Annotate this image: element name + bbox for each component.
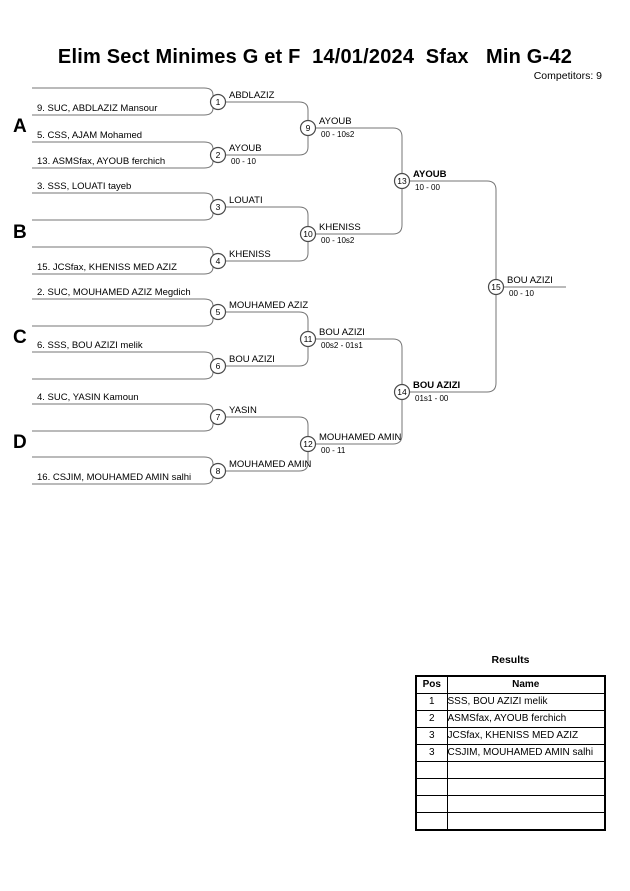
winner-name: MOUHAMED AZIZ [229,300,309,311]
winner-name: LOUATI [229,195,263,206]
slot-name: 6. SSS, BOU AZIZI melik [37,340,143,351]
result-row [416,694,605,711]
slot-name: 16. CSJIM, MOUHAMED AMIN salhi [37,472,192,483]
slot-name: 4. SUC, YASIN Kamoun [37,392,139,403]
match-number: 5 [215,307,221,317]
match-score: 00 - 11 [321,446,346,455]
col-header-name: Name [447,676,605,694]
winner-name: KHENISS [229,249,271,260]
slot-name: 9. SUC, ABDLAZIZ Mansour [37,103,158,114]
pos-cell [416,762,447,779]
slot-name: 2. SUC, MOUHAMED AZIZ Megdich [37,287,191,298]
winner-name: BOU AZIZI [413,380,461,391]
result-row [416,762,605,779]
match-number: 11 [303,334,313,344]
result-row [416,745,605,762]
match-number: 14 [397,387,407,397]
match-number: 10 [303,229,313,239]
pos-cell [416,779,447,796]
results-header-row [416,676,605,694]
section-label-b: B [13,222,27,243]
match-number: 1 [215,97,221,107]
match-number: 15 [491,282,501,292]
match-number: 12 [303,439,313,449]
competitors-count: Competitors: 9 [533,70,602,82]
results-table [415,675,606,831]
pos-cell: 3 [416,745,447,762]
winner-name: YASIN [229,405,257,416]
winner-name: AYOUB [413,169,447,180]
winner-name: BOU AZIZI [319,327,365,338]
name-cell [447,762,605,779]
winner-name: MOUHAMED AMIN [319,432,402,443]
results-title: Results [491,654,530,666]
match-score: 00 - 10s2 [321,130,355,139]
result-row [416,796,605,813]
match-number: 3 [215,202,221,212]
result-row [416,779,605,796]
winner-name: BOU AZIZI [229,354,275,365]
match-score: 10 - 00 [415,183,440,192]
col-header-pos: Pos [416,676,447,694]
winner-name: BOU AZIZI [507,275,553,286]
page-title: Elim Sect Minimes G et F 14/01/2024 Sfax Min G-42 [57,46,573,68]
result-row [416,711,605,728]
name-cell [447,813,605,831]
match-score: 01s1 - 00 [415,394,449,403]
slot-name: 15. JCSfax, KHENISS MED AZIZ [37,262,177,273]
result-row [416,813,605,831]
match-score: 00 - 10 [231,157,256,166]
pos-cell: 2 [416,711,447,728]
slot-name: 5. CSS, AJAM Mohamed [37,130,143,141]
match-number: 4 [215,256,221,266]
match-number: 2 [215,150,221,160]
match-number: 13 [397,176,407,186]
match-number: 7 [215,412,221,422]
match-number: 8 [215,466,221,476]
section-label-c: C [13,327,27,348]
name-cell: SSS, BOU AZIZI melik [447,694,605,711]
winner-name: KHENISS [319,222,361,233]
pos-cell: 1 [416,694,447,711]
pos-cell: 3 [416,728,447,745]
winner-name: ABDLAZIZ [229,90,275,101]
match-number: 6 [215,361,221,371]
match-score: 00 - 10 [509,289,534,298]
winner-name: AYOUB [319,116,352,127]
name-cell: JCSfax, KHENISS MED AZIZ [447,728,605,745]
section-label-a: A [13,116,27,137]
slot-name: 3. SSS, LOUATI tayeb [37,181,132,192]
match-score: 00 - 10s2 [321,236,355,245]
result-row [416,728,605,745]
pos-cell [416,796,447,813]
match-score: 00s2 - 01s1 [321,341,363,350]
name-cell [447,779,605,796]
winner-name: AYOUB [229,143,262,154]
section-label-d: D [13,432,27,453]
name-cell: ASMSfax, AYOUB ferchich [447,711,605,728]
name-cell: CSJIM, MOUHAMED AMIN salhi [447,745,605,762]
slot-name: 13. ASMSfax, AYOUB ferchich [37,156,166,167]
match-number: 9 [305,123,311,133]
name-cell [447,796,605,813]
pos-cell [416,813,447,831]
winner-name: MOUHAMED AMIN [229,459,312,470]
